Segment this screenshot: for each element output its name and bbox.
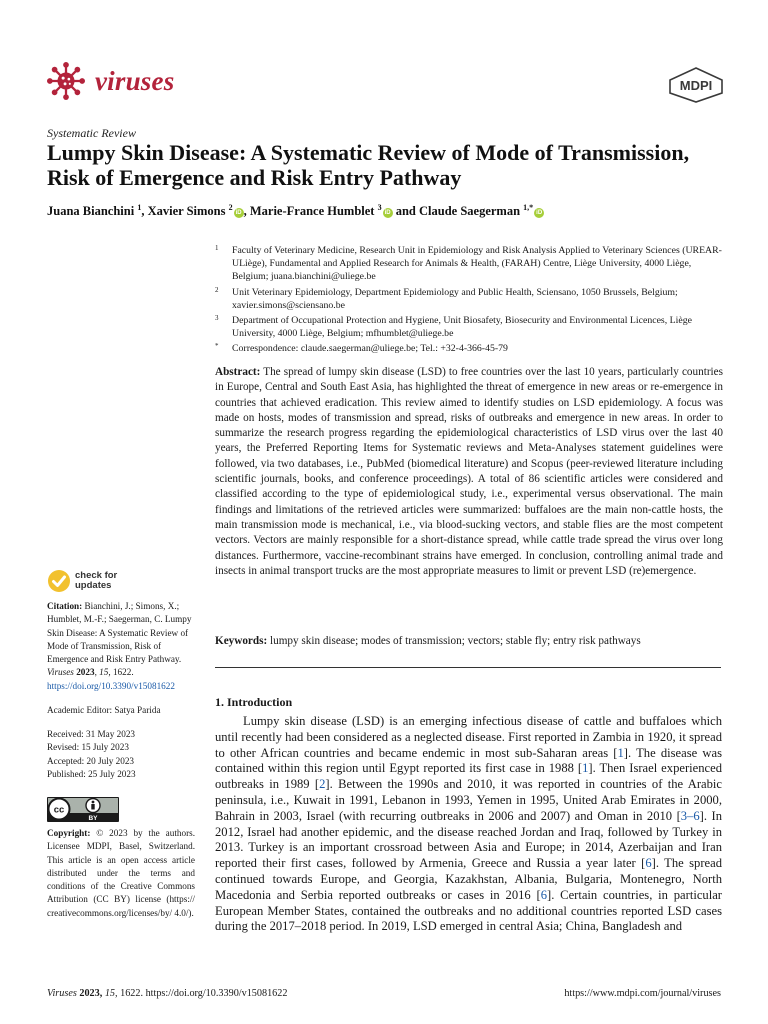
author-name: Juana Bianchini	[47, 204, 138, 219]
keywords-text: lumpy skin disease; modes of transmission; vectors; stable fly; entry risk pathways	[270, 635, 641, 647]
article-title: Lumpy Skin Disease: A Systematic Review of Mode of Transmission, Risk of Emergence and Risk Entry Pathway	[47, 140, 690, 190]
author-affiliation-mark: 1	[137, 203, 142, 212]
citation-journal: Viruses	[47, 667, 74, 678]
article-type: Systematic Review	[47, 126, 136, 140]
check-updates-line2: updates	[75, 580, 112, 591]
reference-link[interactable]: 6	[540, 887, 548, 902]
cc-badge-text: BY	[88, 815, 98, 822]
affiliation-item	[215, 342, 725, 355]
footer-citation	[47, 988, 287, 999]
citation-doi-link[interactable]: https://doi.org/10.3390/v15081622	[47, 680, 175, 691]
check-updates-line1: check for	[75, 570, 118, 581]
footer-doi: 1622. https://doi.org/10.3390/v15081622	[120, 988, 288, 999]
affiliation-text: Department of Occupational Protection and Hygiene, Unit Biosafety, Biosecurity and Environmental Licences, Liège University, 4000 Liège, Belgium; mfhumblet@uliege.be	[232, 315, 692, 340]
author-affiliation-mark: 2	[228, 203, 233, 212]
date-item: Published: 25 July 2023	[47, 768, 136, 779]
check-for-updates-button[interactable]	[47, 569, 117, 593]
affiliation-text: Correspondence: claude.saegerman@uliege.be; Tel.: +32-4-366-45-79	[232, 343, 508, 355]
author-name: Marie-France Humblet	[249, 204, 378, 219]
author-name: Claude Saegerman	[419, 204, 524, 219]
reference-link[interactable]: 1	[617, 745, 624, 760]
date-item: Revised: 15 July 2023	[47, 742, 129, 753]
abstract	[215, 365, 723, 579]
mdpi-hexagon-icon	[668, 67, 724, 103]
copyright-notice	[47, 827, 195, 920]
mdpi-logo[interactable]	[668, 67, 724, 108]
author-affiliation-mark: 1,*	[523, 203, 534, 212]
abstract-text: The spread of lumpy skin disease (LSD) to free countries over the last 10 years, particularly countries in Europe, Central and South East Asia, has highlighted the threat of emergence in new areas or re-emergence in countries that achieved eradication. This review aimed to identify studies on LSD epidemiology. A focus was made on hosts, modes of transmission and spread, risks of outbreaks and emergence in new areas. In order to summarize the research progress regarding the epidemiological characteristics of LSD virus over the last 40 years, the Preferred Reporting Items for Systematic reviews and Meta-Analyses statement guidelines were followed, via two databases, i.e., PubMed (biomedical literature) and Scopus (peer-reviewed literature including scientific journals, books, and conference proceedings). A total of 86 scientific articles were considered and classified according to the type of epidemiological study, i.e., experimental versus observational. The main findings and limitations of the retrieved articles were summarized: buffaloes are the main non-cattle hosts, the main transmission mode is mechanical, i.e., via blood-sucking vectors, and stable flies are the most competent vectors. Vectors are mainly responsible for a short-distance spread, while cattle trade spread the virus over long distances. Furthermore, vaccine-recombinant strains have emerged. In conclusion, controlling animal trade and insects in animal transport trucks are the most appropriate measures to limit or prevent LSD (re)emergence.	[215, 366, 723, 577]
author-name: Xavier Simons	[147, 204, 229, 219]
introduction-text	[215, 714, 722, 935]
introduction-text-run: ]. Certain countries, in particular European Member States, contained the outbreaks and no additional countries reported LSD cases during the 2017–2018 period. In 2019, LSD emerged in central Asia; China, Bangladesh and	[215, 887, 723, 934]
affiliation-item	[215, 244, 725, 284]
section-divider	[215, 667, 721, 668]
citation-pages: 1622.	[112, 667, 134, 678]
academic-editor: Academic Editor: Satya Parida	[47, 705, 161, 715]
check-updates-icon	[47, 569, 71, 593]
date-item: Accepted: 20 July 2023	[47, 755, 135, 766]
keywords	[215, 634, 723, 649]
introduction-text-run: ]. In 2012, Israel had another epidemic, and the disease reached Jordan and Iraq, followed by Turkey in 2013. Turkey is an important crossroad between Asia and Europe; in 2014, Azerbaijan and Iran reported their first cases, followed by Armenia, Greece and Russia a year later [	[215, 808, 722, 871]
orcid-icon[interactable]: iD	[235, 210, 242, 217]
publisher-name: MDPI	[679, 78, 713, 93]
orcid-icon[interactable]: iD	[384, 210, 391, 217]
footer-year: 2023,	[79, 988, 103, 999]
cc-by-license-badge[interactable]	[47, 797, 119, 827]
author-affiliation-mark: 3	[377, 203, 382, 212]
citation-year: 2023	[76, 667, 95, 678]
citation-label: Citation:	[47, 601, 83, 611]
svg-text:cc: cc	[53, 804, 65, 816]
affiliation-item	[215, 314, 725, 340]
publication-dates	[47, 728, 195, 781]
citation-text: Bianchini, J.; Simons, X.; Humblet, M.-F.; Saegerman, C. Lumpy Skin Disease: A Systematic Review of Mode of Transmission, Risk of Emergence and Risk Entry Pathway.	[47, 601, 192, 665]
journal-name: viruses	[95, 65, 175, 96]
affiliation-text: Unit Veterinary Epidemiology, Department Epidemiology and Public Health, Sciensano, 1050 Brussels, Belgium; xavier.simons@sciensano.be	[232, 286, 678, 311]
copyright-text: © 2023 by the authors. Licensee MDPI, Basel, Switzerland. This article is an open access article distributed under the terms and conditions of the Creative Commons Attribution (CC BY) license (https:// creativecommons.org/licenses/by/ 4.0/).	[47, 828, 195, 918]
citation-block: Citation: Bianchini, J.; Simons, X.; Humblet, M.-F.; Saegerman, C. Lumpy Skin Disease: A Systematic Review of Mode of Transmission, Risk of Emergence and Risk Entry Pathway. Viruses 2023, 15, 1622. https://doi.org/10.3390/v15081622	[47, 601, 192, 691]
reference-link[interactable]: 1	[582, 761, 589, 776]
citation-volume: 15	[99, 667, 109, 678]
abstract-label: Abstract:	[215, 366, 261, 378]
keywords-label: Keywords:	[215, 635, 268, 647]
introduction-text-run: ]. The spread continued towards Europe, and Georgia, Kazakhstan, Albania, Bulgaria, Montenegro, North Macedonia and Serbia reported outbreaks or cases in 2016 [	[215, 856, 722, 902]
reference-link[interactable]: 6	[645, 856, 652, 871]
cc-by-icon	[47, 797, 119, 822]
virus-logo-icon	[47, 62, 85, 100]
affiliation-number: 2	[215, 285, 219, 294]
affiliation-item	[215, 286, 725, 312]
section-heading: 1. Introduction	[215, 695, 293, 709]
journal-logo[interactable]	[47, 62, 174, 100]
affiliation-text: Faculty of Veterinary Medicine, Research Unit in Epidemiology and Risk Analysis Applied to Veterinary Sciences (UREAR- ULiège), Fundamental and Applied Research for Animals & Health, (FARAH) Centre, Liège University, 4000 Liège, Belgium; juana.bianchini@uliege.be	[232, 245, 722, 283]
reference-link[interactable]: 2	[319, 777, 326, 792]
author-list: Juana Bianchini $^1$, Xavier Simons $^2$iD , Marie-France Humblet $^3$iD and Claude Saegerman $^{1,*}$iD	[47, 203, 543, 219]
copyright-label: Copyright:	[47, 828, 91, 838]
introduction-text-run: ]. The disease was contained within this region until Egypt reported its first case in 1988 [	[215, 745, 722, 776]
date-item: Received: 31 May 2023	[47, 729, 136, 739]
footer-volume: 15,	[104, 988, 118, 999]
affiliation-number: 3	[215, 314, 219, 323]
introduction-text-run: ]. Then Israel experienced outbreaks in 1989 [	[215, 761, 723, 792]
introduction-text-run: ]. Between the 1990s and 2010, it was reported in countries of the Arabic peninsula, i.e., Kuwait in 1991, Lebanon in 1993, Yemen in 1995, United Arab Emirates in 2000, Bahrain in 2003, Israel (with recurring outbreaks in 2006 and 2007) and Oman in 2010 [	[215, 777, 722, 823]
affiliation-number: *	[215, 342, 219, 351]
introduction-text-run: Lumpy skin disease (LSD) is an emerging infectious disease of cattle and buffaloes which until recently had been considered as a neglected disease. First reported in Zambia in 1920, it spread to other African countries and became endemic in most sub-Saharan areas [	[215, 714, 722, 760]
affiliation-number: 1	[215, 244, 219, 252]
reference-link[interactable]: 3–6	[680, 808, 700, 823]
footer-journal: Viruses	[47, 988, 77, 999]
orcid-icon[interactable]: iD	[536, 210, 543, 217]
footer-journal-url[interactable]: https://www.mdpi.com/journal/viruses	[564, 988, 721, 999]
affiliations	[215, 244, 725, 358]
